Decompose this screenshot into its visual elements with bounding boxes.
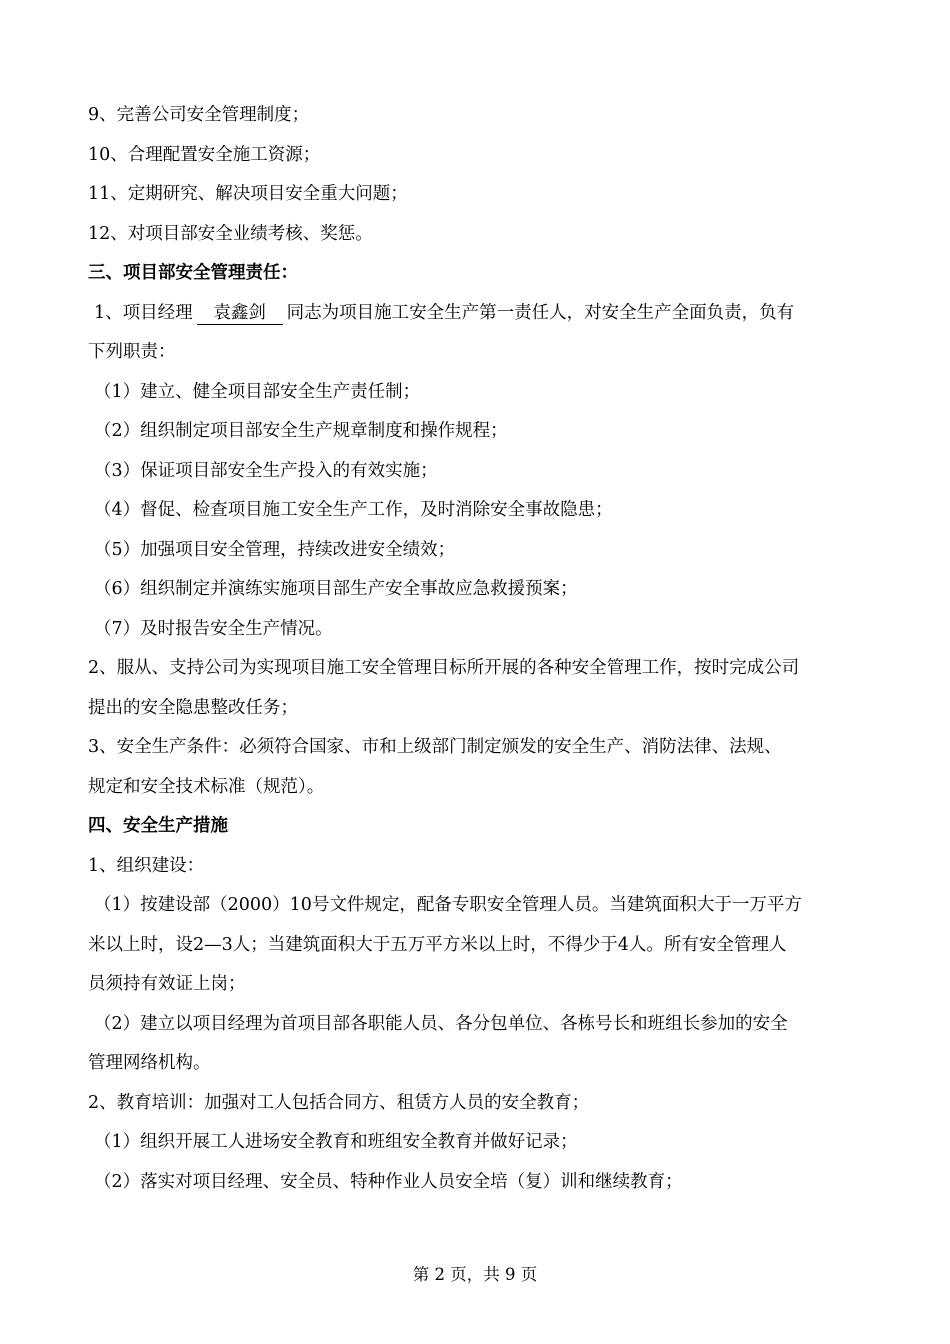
item-1-prefix: 1、项目经理 — [94, 302, 193, 323]
duty-7: （7）及时报告安全生产情况。 — [94, 618, 333, 639]
duty-1: （1）建立、健全项目部安全生产责任制； — [94, 381, 421, 402]
section-3-item-2-line-2: 提出的安全隐患整改任务； — [88, 697, 298, 718]
document-body — [88, 96, 872, 1202]
item-1-suffix: 同志为项目施工安全生产第一责任人，对安全生产全面负责，负有 — [286, 302, 795, 323]
section-3-item-1 — [88, 294, 872, 334]
section-3-heading: 三、项目部安全管理责任： — [88, 263, 298, 283]
section-4-item-1-sub-1-line-1: （1）按建设部（2000）10号文件规定，配备专职安全管理人员。当建筑面积大于一万平方 — [94, 895, 802, 915]
paragraph-item-12: 12、对项目部安全业绩考核、奖惩。 — [88, 223, 373, 244]
section-3-item-1-cont: 下列职责： — [88, 342, 176, 362]
section-4-item-1-sub-1-line-2: 米以上时，设2—3人；当建筑面积大于五万平方米以上时，不得少于4人。所有安全管理人 — [88, 934, 787, 955]
project-manager-name: 袁鑫剑 — [197, 302, 283, 325]
paragraph-item-11: 11、定期研究、解决项目安全重大问题； — [88, 184, 408, 204]
duty-2: （2）组织制定项目部安全生产规章制度和操作规程； — [94, 421, 508, 441]
duty-5: （5）加强项目安全管理，持续改进安全绩效； — [94, 539, 456, 560]
section-4-item-1-sub-2-line-2: 管理网络机构。 — [88, 1053, 211, 1073]
section-4-item-2: 2、教育培训：加强对工人包括合同方、租赁方人员的安全教育； — [88, 1092, 590, 1113]
section-4-item-2-sub-2: （2）落实对项目经理、安全员、特种作业人员安全培（复）训和继续教育； — [94, 1171, 683, 1192]
duty-3: （3）保证项目部安全生产投入的有效实施； — [94, 460, 438, 481]
section-4-item-1: 1、组织建设： — [88, 855, 205, 876]
section-4-item-1-sub-1-line-3: 员须持有效证上岗； — [88, 974, 246, 994]
paragraph-item-10: 10、合理配置安全施工资源； — [88, 144, 321, 165]
section-3-item-3-line-2: 规定和安全技术标准（规范）。 — [88, 776, 325, 797]
paragraph-item-9: 9、完善公司安全管理制度； — [88, 105, 310, 125]
section-3-item-3-line-1: 3、安全生产条件：必须符合国家、市和上级部门制定颁发的安全生产、消防法律、法规、 — [88, 737, 782, 757]
section-4-item-2-sub-1: （1）组织开展工人进场安全教育和班组安全教育并做好记录； — [94, 1132, 578, 1152]
section-4-heading: 四、安全生产措施 — [88, 816, 228, 836]
section-3-item-2-line-1: 2、服从、支持公司为实现项目施工安全管理目标所开展的各种安全管理工作，按时完成公司 — [88, 658, 800, 678]
duty-6: （6）组织制定并演练实施项目部生产安全事故应急救援预案； — [94, 579, 578, 599]
section-4-item-1-sub-2-line-1: （2）建立以项目经理为首项目部各职能人员、各分包单位、各栋号长和班组长参加的安全 — [94, 1013, 788, 1034]
page-footer: 第 2 页，共 9 页 — [412, 1265, 538, 1284]
duty-4: （4）督促、检查项目施工安全生产工作，及时消除安全事故隐患； — [94, 500, 613, 520]
